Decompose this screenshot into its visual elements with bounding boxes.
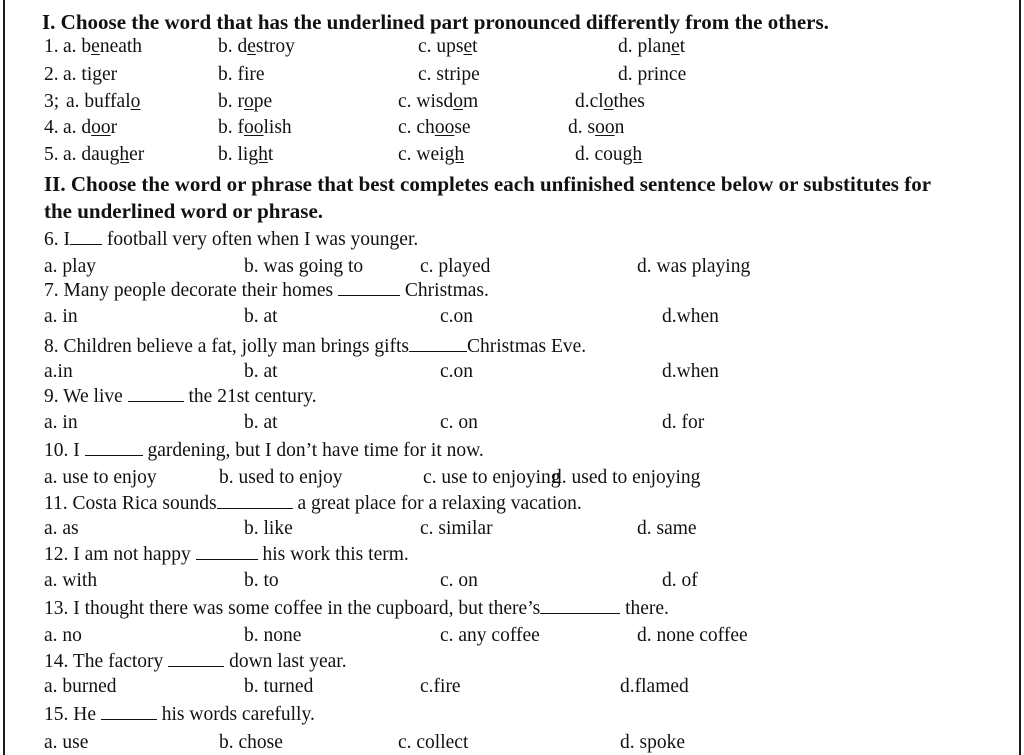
answer-option: c.on (440, 361, 474, 382)
answer-option: b. at (244, 306, 278, 327)
answer-option: c. stripe (418, 64, 480, 85)
answer-option: d. spoke (620, 732, 685, 753)
answer-blank (338, 281, 400, 296)
answer-option: d. none coffee (637, 625, 748, 646)
answer-option: a. no (44, 625, 82, 646)
answer-option: c.on (440, 306, 474, 327)
answer-option: d.clothes (575, 91, 645, 112)
answer-option: b. like (244, 518, 293, 539)
underlined-part: e (671, 36, 680, 57)
answer-option: c. upset (418, 36, 478, 57)
question-number: 4. (44, 117, 59, 138)
underlined-part: o (244, 91, 254, 112)
answer-option: a. in (44, 306, 78, 327)
question-sentence: 12. I am not happy his work this term. (44, 544, 409, 565)
question-sentence: 14. The factory down last year. (44, 651, 347, 672)
underlined-part: oo (244, 117, 264, 138)
left-border-line (3, 0, 5, 755)
question-sentence: 11. Costa Rica sounds a great place for a relaxing vacation. (44, 493, 582, 514)
answer-option: d.when (662, 306, 719, 327)
answer-option: a. play (44, 256, 96, 277)
answer-option: b. chose (219, 732, 283, 753)
answer-option: b. destroy (218, 36, 295, 57)
answer-option: c. on (440, 570, 478, 591)
answer-blank (101, 705, 157, 720)
underlined-part: gh (248, 144, 268, 165)
answer-option: a. tiger (63, 64, 118, 85)
answer-option: b. was going to (244, 256, 364, 277)
answer-blank (540, 599, 620, 614)
answer-option: c. any coffee (440, 625, 540, 646)
underlined-part: gh (444, 144, 465, 165)
question-sentence: 15. He his words carefully. (44, 704, 315, 725)
underlined-part: e (463, 36, 473, 57)
answer-option: a. door (63, 117, 118, 138)
answer-option: b. at (244, 361, 278, 382)
answer-blank (85, 441, 143, 456)
answer-option: b. turned (244, 676, 314, 697)
answer-option: c.fire (420, 676, 461, 697)
answer-option: c. use to enjoying (423, 467, 561, 488)
answer-option: d. cough (575, 144, 643, 165)
answer-option: a. in (44, 412, 78, 433)
answer-blank (217, 494, 293, 509)
answer-option: d. prince (618, 64, 687, 85)
question-sentence: 9. We live the 21st century. (44, 386, 317, 407)
underlined-part: gh (622, 144, 643, 165)
question-number: 1. (44, 36, 59, 57)
answer-option: c. weigh (398, 144, 465, 165)
answer-option: d. for (662, 412, 705, 433)
answer-option: b. fire (218, 64, 265, 85)
answer-option: d. same (637, 518, 697, 539)
answer-blank (196, 545, 258, 560)
question-number: 2. (44, 64, 59, 85)
answer-blank (168, 652, 224, 667)
answer-option: d.flamed (620, 676, 689, 697)
underlined-part: oo (595, 117, 615, 138)
answer-option: b. to (244, 570, 279, 591)
part2-heading-line2: the underlined word or phrase. (44, 199, 324, 223)
answer-option: b. light (218, 144, 274, 165)
question-sentence: 8. Children believe a fat, jolly man brings gifts Christmas Eve. (44, 336, 587, 357)
question-sentence: 13. I thought there was some coffee in the cupboard, but there’s there. (44, 598, 669, 619)
answer-blank (70, 230, 102, 245)
answer-blank (128, 387, 184, 402)
answer-option: a. as (44, 518, 79, 539)
answer-option: c. on (440, 412, 478, 433)
underlined-part: oo (434, 117, 455, 138)
answer-option: d. used to enjoying (552, 467, 701, 488)
answer-option: b. at (244, 412, 278, 433)
answer-option: a. daugher (63, 144, 145, 165)
underlined-part: o (603, 91, 614, 112)
answer-option: b. none (244, 625, 302, 646)
underlined-part: o (130, 91, 141, 112)
answer-option: c. collect (398, 732, 469, 753)
question-sentence: 10. I gardening, but I don’t have time for it now. (44, 440, 484, 461)
answer-option: c. similar (420, 518, 493, 539)
answer-option: d. was playing (637, 256, 751, 277)
answer-option: a. beneath (63, 36, 143, 57)
answer-option: b. used to enjoy (219, 467, 343, 488)
part2-heading-line1: II. Choose the word or phrase that best completes each unfinished sentence below or substitutes for (44, 172, 932, 196)
answer-blank (409, 337, 467, 352)
answer-option: c. wisdom (398, 91, 479, 112)
answer-option: d. planet (618, 36, 686, 57)
answer-option: a. use (44, 732, 89, 753)
answer-option: a. buffalo (66, 91, 141, 112)
underlined-part: gh (109, 144, 130, 165)
answer-option: b. rope (218, 91, 273, 112)
underlined-part: oo (91, 117, 111, 138)
right-border-line (1019, 0, 1021, 755)
answer-option: a. with (44, 570, 98, 591)
answer-option: d. soon (568, 117, 625, 138)
answer-option: a. burned (44, 676, 117, 697)
question-sentence: 7. Many people decorate their homes Christmas. (44, 280, 489, 301)
answer-option: d. of (662, 570, 698, 591)
answer-option: c. played (420, 256, 491, 277)
answer-option: a. use to enjoy (44, 467, 157, 488)
underlined-part: e (247, 36, 256, 57)
question-number: 3; (44, 91, 60, 112)
answer-option: d.when (662, 361, 719, 382)
answer-option: a.in (44, 361, 73, 382)
underlined-part: o (453, 91, 463, 112)
question-number: 5. (44, 144, 59, 165)
question-sentence: 6. I football very often when I was younger. (44, 229, 419, 250)
underlined-part: e (91, 36, 100, 57)
answer-option: c. choose (398, 117, 471, 138)
part1-heading: I. Choose the word that has the underlined part pronounced differently from the others. (42, 10, 829, 34)
answer-option: b. foolish (218, 117, 292, 138)
